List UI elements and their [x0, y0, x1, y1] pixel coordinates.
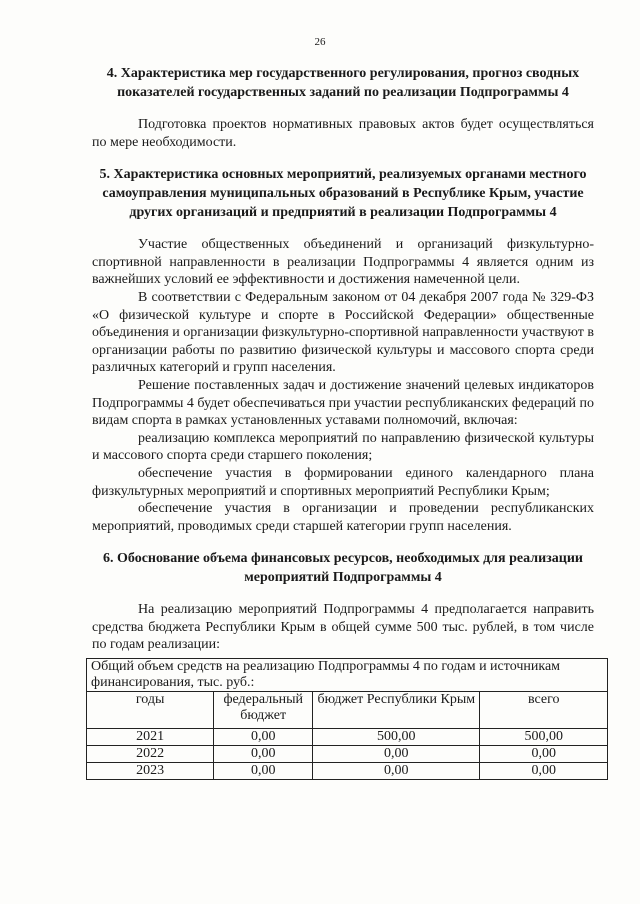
table-header-row: [87, 692, 608, 729]
section-5-list-item: реализацию комплекса мероприятий по направлению физической культуры и массового спорта среди старшего поколения;: [92, 430, 594, 464]
table-header-federal: федеральный бюджет: [214, 692, 313, 729]
financing-table: [86, 658, 608, 780]
section-4-paragraph: Подготовка проектов нормативных правовых актов будет осуществляться по мере необходимости.: [92, 117, 594, 150]
table-cell: 0,00: [214, 746, 313, 763]
table-row: [87, 763, 608, 780]
table-cell: 2023: [87, 763, 214, 780]
section-4-heading: 4. Характеристика мер государственного регулирования, прогноз сводных показателей государственных заданий по реализации Подпрограммы 4: [106, 66, 580, 100]
page-number: 26: [314, 36, 326, 48]
table-header-republic: бюджет Республики Крым: [313, 692, 480, 729]
table-cell: 0,00: [214, 763, 313, 780]
section-5-heading: 5. Характеристика основных мероприятий, реализуемых органами местного самоуправления муниципальных образований в Республике Крым, участие других организаций и предприятий в реализации Подпрограммы 4: [99, 167, 587, 221]
table-cell: 0,00: [214, 729, 313, 746]
document-body: [92, 64, 594, 780]
table-cell: 0,00: [480, 763, 608, 780]
table-cell: 0,00: [313, 763, 480, 780]
table-cell: 0,00: [480, 746, 608, 763]
table-row: [87, 746, 608, 763]
table-header-years: годы: [87, 692, 214, 729]
section-6-paragraph: На реализацию мероприятий Подпрограммы 4 предполагается направить средства бюджета Республики Крым в общей сумме 500 тыс. рублей, в том числе по годам реализации:: [92, 602, 594, 653]
table-cell: 2022: [87, 746, 214, 763]
table-cell: 500,00: [480, 729, 608, 746]
table-header-total: всего: [480, 692, 608, 729]
section-5-list-item: обеспечение участия в организации и проведении республиканских мероприятий, проводимых среди старшей категории групп населения.: [92, 501, 594, 534]
section-5-paragraph: В соответствии с Федеральным законом от 04 декабря 2007 года № 329-ФЗ «О физической культуре и спорте в Российской Федерации» общественные объединения и организации физкультурно-спортивной направленности участвуют в организации работы по развитию физической культуры и массового спорта среди различных категорий и групп населения.: [92, 289, 594, 376]
table-cell: 500,00: [313, 729, 480, 746]
table-cell: 0,00: [313, 746, 480, 763]
section-5-paragraph: Решение поставленных задач и достижение значений целевых индикаторов Подпрограммы 4 будет обеспечиваться при участии республиканских федераций по видам спорта в рамках установленных уставами полномочий, включая:: [92, 377, 594, 429]
section-5-paragraph: Участие общественных объединений и организаций физкультурно-спортивной направленности в реализации Подпрограммы 4 является одним из важнейших условий ее эффективности и достижения намеченной цели.: [92, 237, 594, 288]
section-5-list-item: обеспечение участия в формировании единого календарного плана физкультурных мероприятий и спортивных мероприятий Республики Крым;: [92, 465, 594, 499]
table-caption: Общий объем средств на реализацию Подпрограммы 4 по годам и источникам финансирования, тыс. руб.:: [87, 659, 608, 692]
table-cell: 2021: [87, 729, 214, 746]
section-6-heading: 6. Обоснование объема финансовых ресурсов, необходимых для реализации мероприятий Подпрограммы 4: [103, 551, 583, 586]
table-row: [87, 729, 608, 746]
